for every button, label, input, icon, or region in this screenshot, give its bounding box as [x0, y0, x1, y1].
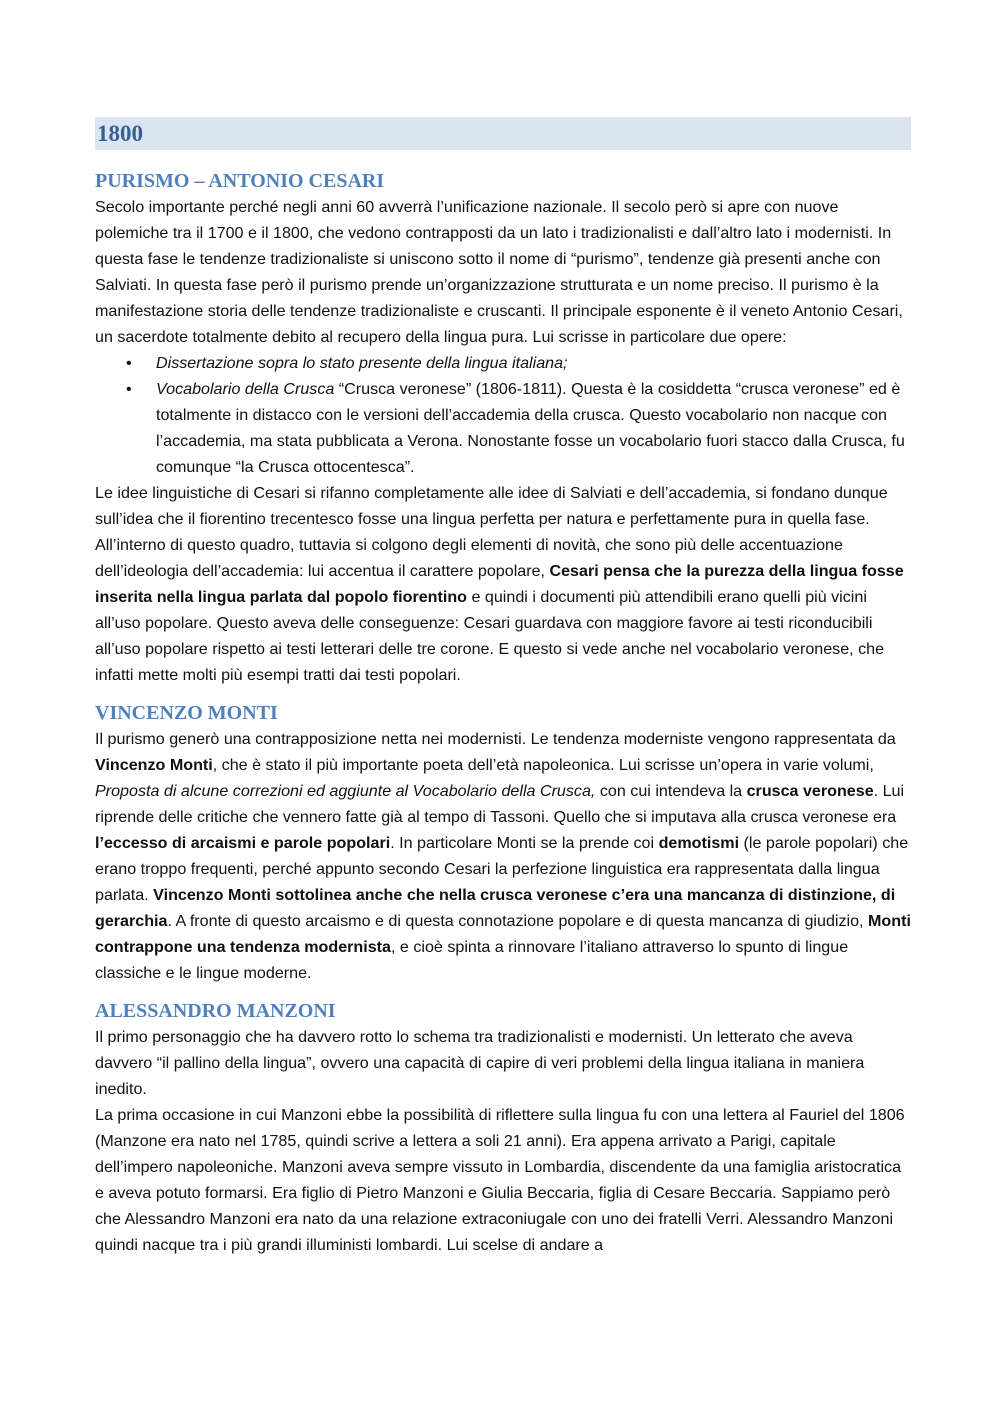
text-run: . In particolare Monti se la prende coi: [390, 834, 659, 852]
work-description: “Crusca veronese” (1806-1811). Questa è la cosiddetta “crusca veronese” ed è totalmente in distacco con le versioni dell’accademia della crusca. Questo vocabolario non nacque con l’accademia, ma stata pubblicata a Verona. Nonostante fosse un vocabolario fuori stacco dalla Crusca, fu comunque “la Crusca ottocentesca”.: [156, 380, 905, 476]
text-run: e quindi i documenti più attendibili erano quelli più vicini all’uso popolare. Questo aveva delle conseguenze: Cesari guardava con maggiore favore ai testi riconducibili all’uso popolare rispetto ai testi letterari delle tre corone. E questo si vede anche nel vocabolario veronese, che infatti mette molti più esempi tratti dai testi popolari.: [95, 588, 885, 684]
section-purismo: [95, 168, 911, 688]
list-item-dissertazione: [126, 350, 911, 376]
bold-run: Cesari pensa che la purezza della lingua fosse inserita nella lingua parlata dal popolo fiorentino: [95, 562, 904, 606]
bold-run: l’eccesso di arcaismi e parole popolari: [95, 834, 391, 852]
section-manzoni: [95, 998, 911, 1258]
text-run: Le idee linguistiche di Cesari si rifanno completamente alle idee di Salviati e dell’accademia, si fondano dunque sull’idea che il fiorentino trecentesco fosse una lingua perfetta per natura e perfettamente pura in quella fase. All’interno di questo quadro, tuttavia si colgono degli elementi di novità, che sono più delle accentuazione dell’ideologia dell’accademia: lui accentua il carattere popolare,: [95, 484, 888, 580]
bold-run: crusca veronese: [746, 782, 874, 800]
text-run: Il purismo generò una contrapposizione netta nei modernisti. Le tendenza moderniste vengono rappresentata da: [95, 730, 896, 748]
paragraph-manzoni-intro: Il primo personaggio che ha davvero rotto lo schema tra tradizionalisti e modernisti. Un letterato che aveva davvero “il pallino della lingua”, ovvero una capacità di capire di veri problemi della lingua italiana in maniera inedito.: [95, 1028, 865, 1098]
work-title-dissertazione: Dissertazione sopra lo stato presente della lingua italiana;: [156, 354, 568, 372]
section-title-purismo: PURISMO – ANTONIO CESARI: [95, 170, 385, 192]
bold-run: demotismi: [658, 834, 740, 852]
page-content: [95, 117, 911, 1258]
text-run: (le parole popolari) che erano troppo frequenti, perché appunto secondo Cesari la perfezione linguistica era rappresentata dalla lingua parlata.: [95, 834, 909, 904]
paragraph-cesari-ideas: [95, 480, 911, 688]
text-run: , e cioè spinta a rinnovare l’italiano attraverso lo spunto di lingue classiche e le lingue moderne.: [95, 938, 849, 982]
list-item-vocabolario: [126, 376, 911, 480]
bold-run: Vincenzo Monti sottolinea anche che nella crusca veronese c’era una mancanza di distinzione, di gerarchia: [95, 886, 896, 930]
text-run: . Lui riprende delle critiche che vennero fatte già al tempo di Tassoni. Quello che si imputava alla crusca veronese era: [95, 782, 905, 826]
text-run: . A fronte di questo arcaismo e di questa connotazione popolare e di questa mancanza di giudizio,: [167, 912, 869, 930]
paragraph-monti: [95, 726, 911, 986]
text-run: , che è stato il più importante poeta dell’età napoleonica. Lui scrisse un’opera in varie volumi,: [212, 756, 874, 774]
year-heading-bar: [95, 117, 911, 150]
bold-run: Vincenzo Monti: [95, 756, 213, 774]
year-heading: 1800: [97, 120, 143, 146]
bullet-icon: •: [126, 380, 132, 398]
section-monti: [95, 700, 911, 986]
section-title-monti: VINCENZO MONTI: [95, 702, 278, 724]
text-run: con cui intendeva la: [595, 782, 747, 800]
section-title-manzoni: ALESSANDRO MANZONI: [95, 1000, 336, 1022]
italic-run: Proposta di alcune correzioni ed aggiunte al Vocabolario della Crusca,: [95, 782, 596, 800]
works-list: [95, 350, 911, 480]
paragraph-manzoni-fauriel: La prima occasione in cui Manzoni ebbe la possibilità di riflettere sulla lingua fu con una lettera al Fauriel del 1806 (Manzone era nato nel 1785, quindi scrive a lettera a soli 21 anni). Era appena arrivato a Parigi, capitale dell’impero napoleoniche. Manzoni aveva sempre vissuto in Lombardia, discendente da una famiglia aristocratica e aveva potuto formarsi. Era figlio di Pietro Manzoni e Giulia Beccaria, figlia di Cesare Beccaria. Sappiamo però che Alessandro Manzoni era nato da una relazione extraconiugale con uno dei fratelli Verri. Alessandro Manzoni quindi nacque tra i più grandi illuministi lombardi. Lui scelse di andare a: [95, 1106, 905, 1254]
bullet-icon: •: [126, 354, 132, 372]
work-title-vocabolario: Vocabolario della Crusca: [156, 380, 335, 398]
paragraph-purismo-intro: Secolo importante perché negli anni 60 avverrà l’unificazione nazionale. Il secolo però si apre con nuove polemiche tra il 1700 e il 1800, che vedono contrapposti da un lato i tradizionalisti e dall’altro lato i modernisti. In questa fase le tendenze tradizionaliste si uniscono sotto il nome di “purismo”, tendenze già presenti anche con Salviati. In questa fase però il purismo prende un’organizzazione strutturata e un nome preciso. Il purismo è la manifestazione storia delle tendenze tradizionaliste e cruscanti. Il principale esponente è il veneto Antonio Cesari, un sacerdote totalmente debito al recupero della lingua pura. Lui scrisse in particolare due opere:: [95, 198, 903, 346]
bold-run: Monti contrappone una tendenza modernista: [95, 912, 911, 956]
